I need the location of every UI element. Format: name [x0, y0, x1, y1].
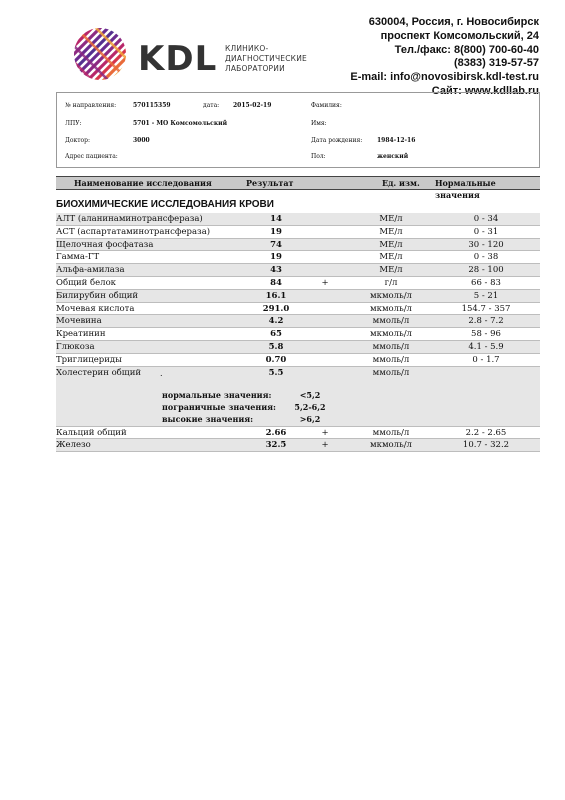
test-name: Креатинин [56, 329, 106, 340]
table-row [56, 290, 540, 303]
name-label: Имя: [311, 120, 327, 127]
doctor-label: Доктор: [65, 137, 91, 144]
table-row [56, 439, 540, 452]
test-result: 0.70 [265, 354, 287, 365]
test-unit: мкмоль/л [370, 440, 412, 451]
test-norm: 154.7 - 357 [461, 303, 511, 314]
test-norm: 28 - 100 [468, 265, 504, 276]
cholesterol-reference-ranges [162, 389, 362, 425]
test-result: 16.1 [265, 290, 287, 301]
brand-subtitle: КЛИНИКО- ДИАГНОСТИЧЕСКИЕ ЛАБОРАТОРИИ [225, 44, 307, 73]
birth-date-value: 1984-12-16 [377, 137, 416, 144]
test-norm: 0 - 38 [473, 252, 499, 263]
test-name: Глюкоза [56, 341, 95, 352]
contact-block [279, 16, 539, 99]
results-table-header [56, 176, 540, 200]
referral-label: № направления: [65, 102, 117, 109]
address-label: Адрес пациента: [65, 153, 118, 160]
test-norm: 0 - 31 [473, 226, 499, 237]
table-row [56, 367, 540, 427]
contact-site: Сайт: www.kdllab.ru [431, 84, 539, 97]
test-result: 5.8 [268, 341, 284, 352]
test-unit: ммоль/л [372, 367, 410, 378]
table-row [56, 341, 540, 354]
test-name: Мочевая кислота [56, 303, 135, 314]
test-result: 2.66 [265, 427, 287, 438]
table-row [56, 226, 540, 239]
test-result: 291.0 [262, 303, 290, 314]
test-result: 84 [270, 277, 282, 288]
table-row [56, 251, 540, 264]
reference-line [162, 389, 362, 401]
test-result: 74 [270, 239, 282, 250]
test-norm: 2.8 - 7.2 [468, 316, 504, 327]
col-header-name: Наименование исследования [74, 178, 212, 188]
test-result: 19 [270, 226, 282, 237]
test-unit: МЕ/л [379, 214, 403, 224]
test-name: Кальций общий [56, 427, 127, 438]
contact-phone-2: (8383) 319-57-57 [453, 57, 539, 70]
table-row [56, 264, 540, 277]
test-name: АСТ (аспартатаминотрансфераза) [56, 226, 211, 237]
test-unit: МЕ/л [379, 239, 403, 250]
cholesterol-dot: . [160, 368, 163, 378]
patient-info-box [56, 92, 540, 168]
test-name: Триглицериды [56, 354, 122, 365]
test-norm: 10.7 - 32.2 [462, 440, 510, 451]
test-unit: мкмоль/л [370, 329, 412, 340]
surname-label: Фамилия: [311, 102, 342, 109]
reference-value: >6,2 [299, 413, 321, 424]
lpu-value: 5701 - МО Комсомольский [133, 120, 228, 127]
test-name: Билирубин общий [56, 290, 139, 301]
test-norm: 2.2 - 2.65 [465, 427, 507, 438]
test-norm: 30 - 120 [468, 239, 504, 250]
test-unit: МЕ/л [379, 265, 403, 276]
abnormal-flag: + [321, 277, 329, 288]
test-unit: ммоль/л [372, 354, 410, 365]
test-norm: 58 - 96 [471, 329, 501, 340]
date-label: дата: [203, 102, 220, 109]
test-unit: ммоль/л [372, 427, 410, 438]
referral-value: 570115359 [133, 102, 171, 109]
doctor-value: 3000 [133, 137, 150, 144]
contact-street: проспект Комсомольский, 24 [380, 29, 539, 42]
test-result: 4.2 [268, 316, 284, 327]
test-name: Общий белок [56, 277, 116, 288]
col-header-result: Результат [246, 178, 294, 188]
lpu-label: ЛПУ: [65, 120, 82, 127]
sex-value: женский [377, 153, 409, 160]
reference-value: 5,2-6,2 [294, 401, 326, 412]
birth-date-label: Дата рождения: [311, 137, 363, 144]
sex-label: Пол: [311, 153, 326, 160]
test-norm: 0 - 1.7 [472, 354, 500, 365]
test-name: Холестерин общий [56, 367, 142, 378]
table-row [56, 354, 540, 367]
test-unit: г/л [384, 277, 398, 288]
test-unit: мкмоль/л [370, 303, 412, 314]
test-result: 14 [270, 214, 282, 224]
contact-email: E-mail: info@novosibirsk.kdl-test.ru [350, 71, 539, 84]
abnormal-flag: + [321, 440, 329, 451]
reference-label: пограничные значения: [162, 401, 277, 412]
table-row [56, 315, 540, 328]
test-name: Гамма-ГТ [56, 252, 100, 263]
test-result: 32.5 [265, 440, 287, 451]
test-norm: 4.1 - 5.9 [468, 341, 504, 352]
reference-label: нормальные значения: [162, 389, 272, 400]
reference-label: высокие значения: [162, 413, 254, 424]
test-unit: мкмоль/л [370, 290, 412, 301]
results-table [56, 213, 540, 452]
col-header-norm: Нормальные значения [435, 178, 496, 200]
table-row [56, 328, 540, 341]
table-row [56, 303, 540, 316]
date-value: 2015-02-19 [233, 102, 272, 109]
abnormal-flag: + [321, 427, 329, 438]
contact-phone: Тел./факс: 8(800) 700-60-40 [394, 43, 539, 56]
section-title: БИОХИМИЧЕСКИЕ ИССЛЕДОВАНИЯ КРОВИ [56, 199, 274, 210]
test-norm: 66 - 83 [471, 277, 501, 288]
test-name: Железо [56, 440, 91, 451]
test-unit: ммоль/л [372, 316, 410, 327]
reference-line [162, 401, 362, 413]
test-norm: 5 - 21 [473, 290, 499, 301]
kdl-logo-icon [72, 26, 128, 82]
test-name: Альфа-амилаза [56, 265, 125, 276]
test-unit: МЕ/л [379, 226, 403, 237]
reference-line [162, 413, 362, 425]
table-row [56, 239, 540, 252]
test-result: 19 [270, 252, 282, 263]
test-result: 43 [270, 265, 282, 276]
contact-address: 630004, Россия, г. Новосибирск [368, 16, 539, 28]
test-unit: ммоль/л [372, 341, 410, 352]
reference-value: <5,2 [299, 389, 321, 400]
test-name: Мочевина [56, 316, 102, 327]
test-unit: МЕ/л [379, 252, 403, 263]
brand-name: KDL [138, 39, 218, 79]
test-result: 5.5 [268, 367, 284, 378]
test-norm: 0 - 34 [473, 214, 499, 224]
test-result: 65 [270, 329, 282, 340]
col-header-unit: Ед. изм. [382, 178, 420, 188]
test-name: Щелочная фосфатаза [56, 239, 154, 250]
test-name: АЛТ (аланинаминотрансфераза) [56, 214, 203, 224]
table-row [56, 277, 540, 290]
table-row [56, 427, 540, 440]
table-row [56, 213, 540, 226]
